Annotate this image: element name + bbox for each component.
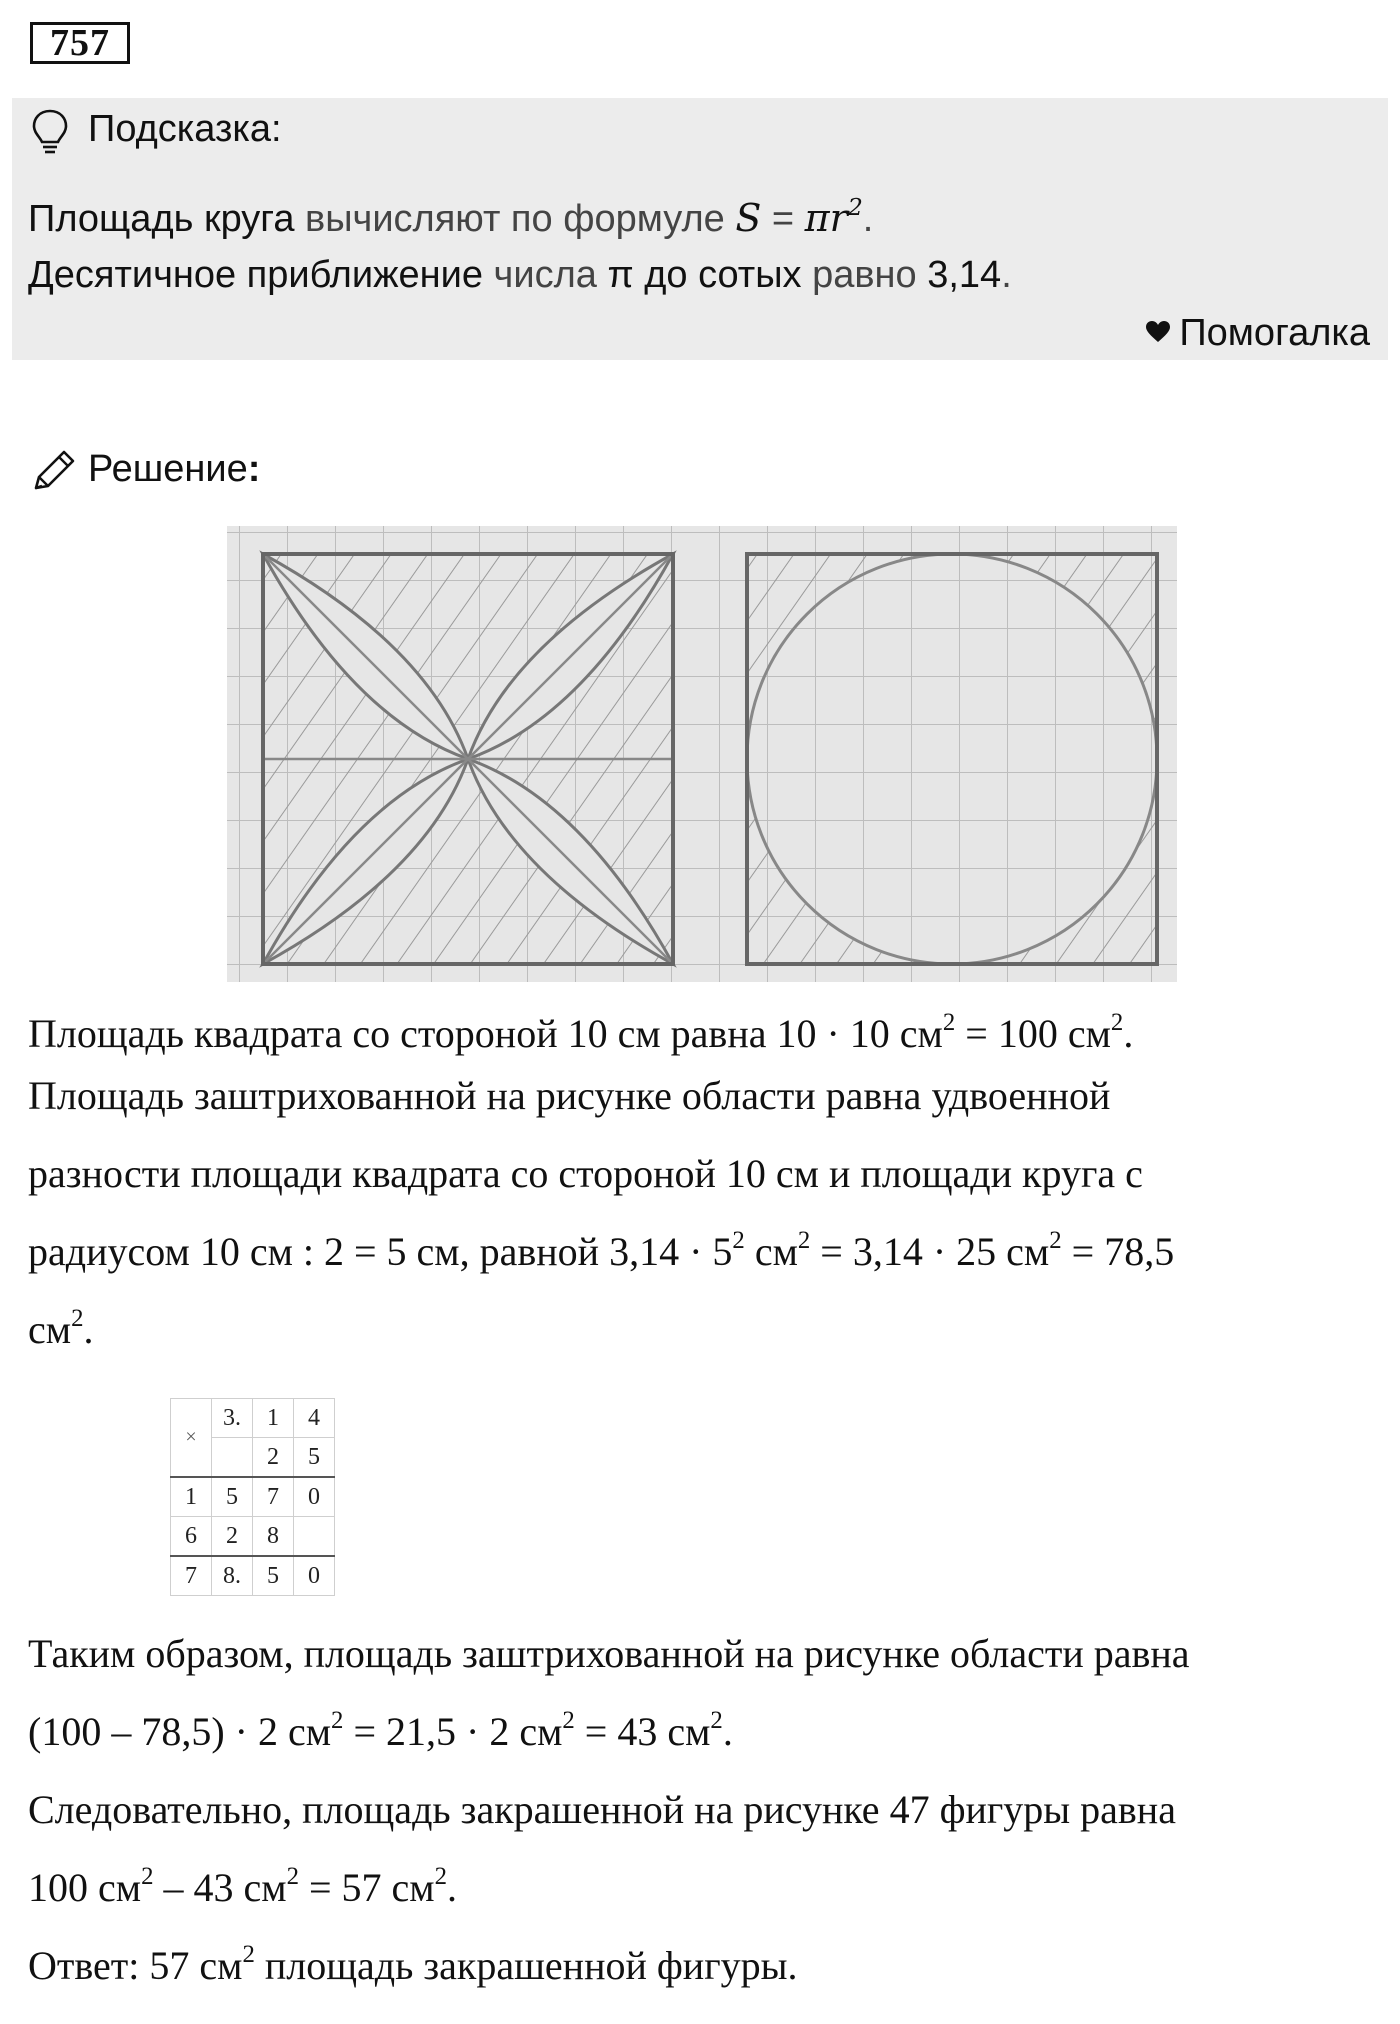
hint-term-circle-area: Площадь круга <box>28 198 295 240</box>
solution-paragraph-7 <box>28 1708 733 1755</box>
square-with-petals <box>263 554 673 964</box>
hint-title: Подсказка: <box>88 108 282 150</box>
solution-paragraph-6: Таким образом, площадь заштрихованной на рисунке области равна <box>28 1631 1190 1676</box>
solution-title-colon: : <box>247 448 261 490</box>
calc-cell: 4 <box>294 1399 335 1438</box>
superscript: 2 <box>331 1707 344 1735</box>
superscript: 2 <box>71 1305 84 1333</box>
calc-cell: 7 <box>171 1556 212 1596</box>
formula-power: 2 <box>847 193 863 221</box>
formula-eq: = <box>761 198 805 240</box>
text: = 78,5 <box>1061 1229 1175 1274</box>
text: = 57 см <box>298 1865 435 1910</box>
calc-cell <box>294 1517 335 1557</box>
superscript: 2 <box>942 1009 956 1037</box>
solution-paragraph-5 <box>28 1306 93 1353</box>
superscript: 2 <box>286 1863 299 1891</box>
calc-cell: 0 <box>294 1556 335 1596</box>
calc-cell: 8 <box>253 1517 294 1557</box>
text: Ответ: 57 см <box>28 1943 243 1988</box>
text: радиусом 10 см : 2 = 5 см, равной 3,14 · 5 <box>28 1229 733 1274</box>
superscript: 2 <box>1110 1009 1124 1037</box>
text: . <box>722 1709 733 1754</box>
calc-cell: 1 <box>171 1477 212 1517</box>
text: см <box>28 1307 72 1352</box>
text: . <box>1123 1011 1134 1056</box>
solution-title-text: Решение <box>88 448 248 490</box>
calc-cell: 0 <box>294 1477 335 1517</box>
text: = 3,14 · 25 см <box>810 1229 1050 1274</box>
calc-cell: 5 <box>253 1556 294 1596</box>
text: = 21,5 · 2 см <box>343 1709 563 1754</box>
lightbulb-icon <box>30 108 70 156</box>
hint-end: . <box>862 198 874 240</box>
pencil-icon <box>30 448 80 494</box>
superscript: 2 <box>797 1227 811 1255</box>
text: (100 – 78,5) · 2 см <box>28 1709 332 1754</box>
text: площадь закрашенной фигуры. <box>254 1943 798 1988</box>
multiplication-table <box>170 1398 335 1596</box>
superscript: 2 <box>1049 1227 1062 1255</box>
formula-rhs: πr <box>804 196 848 240</box>
hint-formula-line <box>28 193 874 241</box>
superscript: 2 <box>732 1227 745 1255</box>
hint-text: равно <box>801 254 928 296</box>
solution-paragraph-8: Следовательно, площадь закрашенной на рисунке 47 фигуры равна <box>28 1787 1176 1832</box>
solution-paragraph-2: Площадь заштрихованной на рисунке области равна удвоенной <box>28 1073 1111 1118</box>
calc-cell: 8. <box>212 1556 253 1596</box>
hint-end: . <box>1001 254 1012 296</box>
text: см <box>744 1229 798 1274</box>
hint-term-pi: π до сотых <box>607 254 802 296</box>
calc-cell: 5 <box>212 1477 253 1517</box>
hint-pi-value: 3,14 <box>927 254 1002 296</box>
text: – 43 см <box>153 1865 287 1910</box>
solution-paragraph-9 <box>28 1864 457 1911</box>
credit-label: Помогалка <box>1179 312 1370 354</box>
formula-s: S <box>735 196 762 240</box>
text: = 100 см <box>955 1011 1111 1056</box>
text: . <box>83 1307 94 1352</box>
text: Площадь квадрата со стороной 10 см равна 10 · 10 см <box>28 1011 943 1056</box>
solution-paragraph-4 <box>28 1228 1174 1275</box>
calc-cell: 1 <box>253 1399 294 1438</box>
superscript: 2 <box>141 1863 154 1891</box>
calc-cell: 2 <box>212 1517 253 1557</box>
calc-cell: 3. <box>212 1399 253 1438</box>
superscript: 2 <box>562 1707 575 1735</box>
text: 100 см <box>28 1865 142 1910</box>
credit-link[interactable] <box>1145 312 1370 355</box>
text: = 43 см <box>574 1709 711 1754</box>
calc-cell: 7 <box>253 1477 294 1517</box>
task-number: 757 <box>30 22 130 64</box>
hint-text: вычисляют по формуле <box>294 198 736 240</box>
calc-cell: 5 <box>294 1438 335 1478</box>
geometry-figure <box>227 526 1177 982</box>
superscript: 2 <box>434 1863 447 1891</box>
heart-icon <box>1145 320 1171 344</box>
superscript: 2 <box>710 1707 723 1735</box>
hint-term-decimal: Десятичное приближение <box>28 254 483 296</box>
solution-paragraph-1 <box>28 1010 1133 1057</box>
hint-pi-line <box>28 254 1012 297</box>
answer-line <box>28 1942 797 1989</box>
multiplication-operator: × <box>171 1399 212 1478</box>
solution-title <box>88 448 260 491</box>
hint-text: числа <box>482 254 608 296</box>
superscript: 2 <box>242 1941 255 1969</box>
solution-paragraph-3: разности площади квадрата со стороной 10 см и площади круга с <box>28 1151 1143 1196</box>
calc-cell: 6 <box>171 1517 212 1557</box>
calc-cell: 2 <box>253 1438 294 1478</box>
text: . <box>447 1865 457 1910</box>
calc-cell <box>212 1438 253 1478</box>
